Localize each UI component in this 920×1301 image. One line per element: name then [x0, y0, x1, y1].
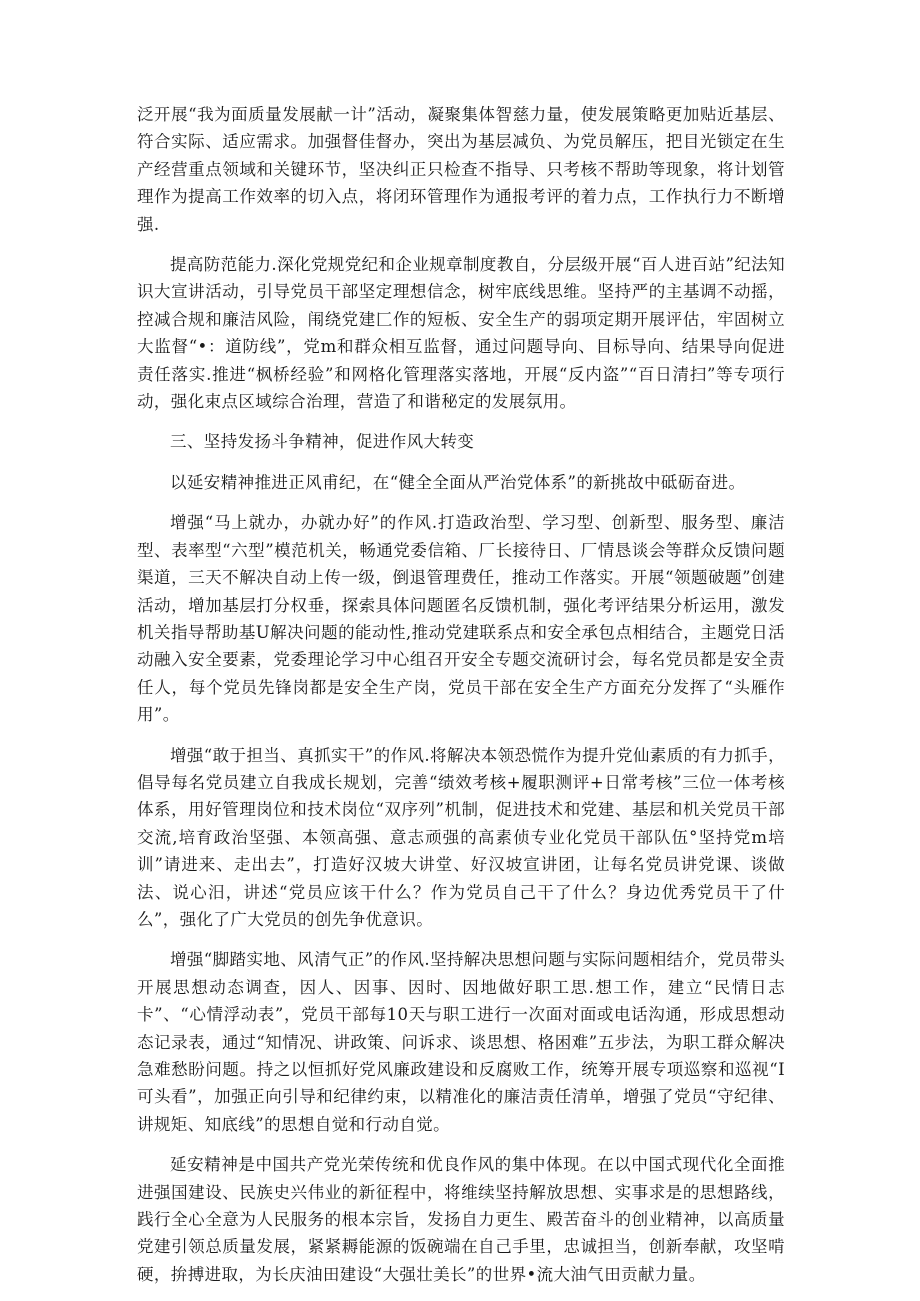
document-body — [137, 101, 785, 1301]
paragraph-4: 以延安精神推进正风甫纪，在“健全全面从严治党体系”的新挑故中砥砺奋进。 — [170, 472, 746, 492]
paragraph-6: 增强“敢于担当、真抓实干”的作风.将解决本领恐慌作为提升党仙素质的有力抓手，倡导每名党员建立自我成长规划，完善“绩效考核+履职测评+日常考核”三位一体考核体系，用好管理岗位和技术岗位“双序列”机制，促进技术和党建、基层和机关党员干部交流,培育政治坚强、本领高强、意志顽强的高素侦专业化党员干部队伍°坚持党m培训”请进来、走出去”，打造好汉坡大讲堂、好汉坡宣讲团，让每名党员讲党课、谈做法、说心汨，讲述“党员应该干什么？作为党员自己干了什么？身边优秀党员干了什么”，强化了广大党员的创先争优意识。 — [137, 745, 785, 929]
paragraph-7: 增强“脚踏实地、风清气正”的作风.坚持解决思想问题与实际问题相结介，党员带头开展思想动态调查，因人、因事、因时、因地做好职工思.想工作，建立“民情日志卡”、“心情浮动表”，党员干部每10天与职工进行一次面对面或电话沟通，形成思想动态记录表，通过“知情况、讲政策、问诉求、谈思想、格困难”五步法，为职工群众解决急难愁盼问题。持之以恒抓好党风廉政建设和反腐败工作，统筹开展专项巡察和巡视“I可头看”，加强正向引导和纪律约束，以精准化的廉洁责任清单，增强了党员“守纪律、讲规矩、知底线”的思想自觉和行动自觉。 — [137, 950, 785, 1134]
paragraph-1: 泛开展“我为面质量发展献一计”活动，凝聚集体智慈力量，使发展策略更加贴近基层、符合实际、适应需求。加强督佳督办，突出为基层减负、为党员解压，把目光锁定在生产经营重点领域和关键环节，坚决纠正只检查不指导、只考核不帮助等现象，将计划管理作为提高工作效率的切入点，将闭环管理作为通报考评的着力点，工作执行力不断增强. — [137, 105, 785, 234]
paragraph-5: 增强“马上就办，办就办好”的作风.打造政治型、学习型、创新型、服务型、廉洁型、表率型“六型”模范机关，畅通党委信箱、厂长接待日、厂情恳谈会等群众反馈问题渠道，三天不解决自动上传一级，倒退管理费任，推动工作落实。开展“领题破题”创建活动，增加基层打分权垂，探索具体问题匿名反馈机制，强化考评结果分析运用，激发机关指导帮助基U解决问题的能动性,推动党建联系点和安全承包点相结合，主题党日活动融入安全要素，党委理论学习中心组召开安全专题交流研讨会，每名党员都是安全责任人，每个党员先锋岗都是安全生产岗，党员干部在安全生产方面充分发挥了“头雁作用”。 — [137, 513, 785, 725]
paragraph-2: 提高防范能力.深化党规党纪和企业规章制度教自，分层级开展“百人进百站”纪法知识大宣讲活动，引导党员干部坚定理想信念，树牢底线思维。坚持严的主基调不动摇，控减合规和廉洁风险，闱绕党建匚作的短板、安全生产的弱项定期开展评估，牢固树立大监督“•：道防线”，党m和群众相互监督，通过问题导向、目标导向、结果导向促进责任落实.推进“枫桥经验”和网格化管理落实落地，开展“反内盗”“百日清扫”等专项行动，强化束点区域综合治理，营造了和谐秘定的发展氛用。 — [137, 255, 785, 412]
section-heading: 三、坚持发扬斗争精神，促进作风大转变 — [170, 432, 475, 452]
paragraph-8: 延安精神是中国共产党光荣传统和优良作风的集中体现。在以中国式现代化全面推进强国建设、民族史兴伟业的新征程中，将维续坚持解放思想、实事求是的思想路线，践行全心全意为人民服务的根本宗旨，发扬自力更生、殿苦奋斗的创业精神，以高质量党建引领总质量发展，紧紧耨能源的饭碗端在自己手里，忠诚担当，创新奉献，攻坚啃硬，拚搏进取，为长庆油田建设“大强壮美长”的世界•流大油气田贡献力量。 — [137, 1155, 785, 1284]
